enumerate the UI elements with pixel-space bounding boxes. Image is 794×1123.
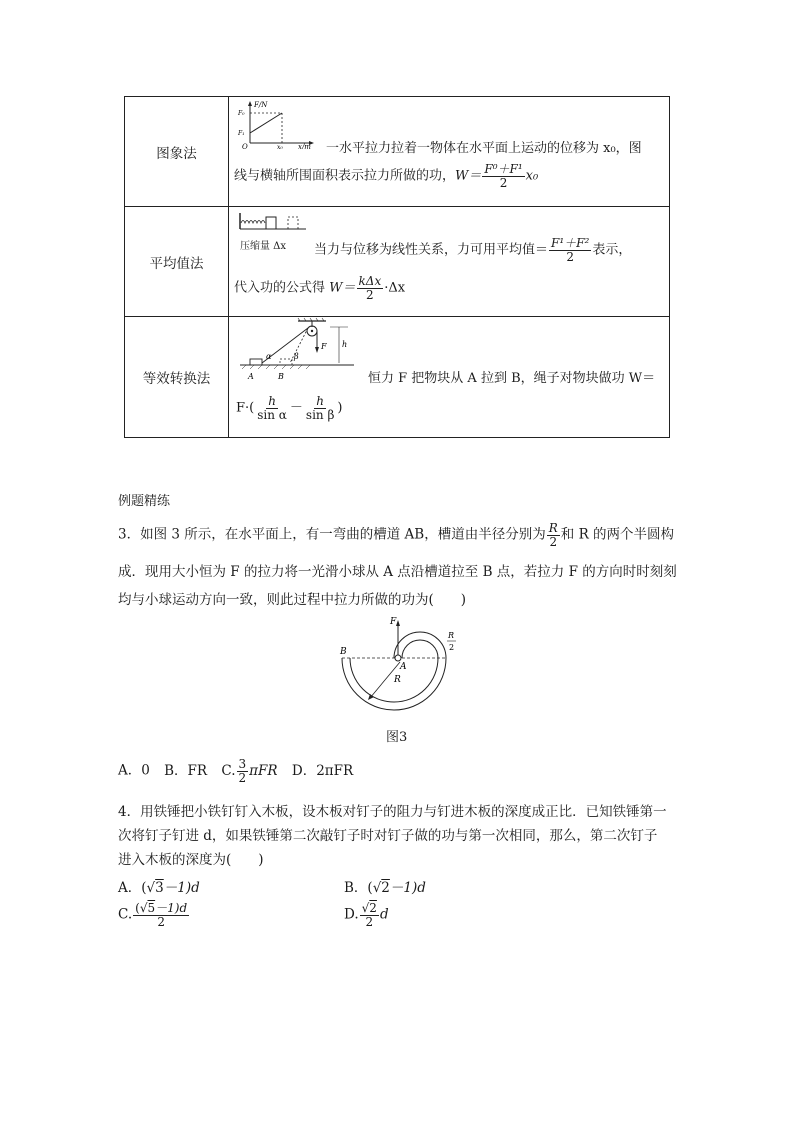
q3-option-c-den: 2 <box>238 770 247 785</box>
q4-option-d-den: 2 <box>365 914 374 929</box>
row2-line1 <box>314 237 631 263</box>
row-label: 平均值法 <box>125 207 229 316</box>
row1-formula-fraction <box>482 163 524 189</box>
q3-frac-den: 2 <box>549 534 558 549</box>
q4-option-a-tail: －1)d <box>163 880 200 896</box>
row2-w-eq: W＝ <box>329 280 356 296</box>
row3-frac1-den: sin α <box>257 407 287 422</box>
q4-option-c-num-tail: －1)d <box>155 901 188 915</box>
row2-w-num: kΔx <box>358 274 382 288</box>
q3-option-c-num: 3 <box>238 757 247 771</box>
diagram-height: h <box>342 340 348 349</box>
q4-option-b-tail: －1)d <box>389 880 426 896</box>
q4-option-b-root: 2 <box>381 880 390 896</box>
q4-option-c-prefix: C. <box>118 906 133 923</box>
row1-line2 <box>234 163 538 189</box>
figure-label-a: A <box>400 662 407 672</box>
q4-option-a-root: 3 <box>155 880 164 896</box>
row1-formula-den: 2 <box>499 175 508 190</box>
row2-average-fraction <box>549 237 591 263</box>
sqrt-symbol: √ <box>146 880 156 896</box>
diagram-beta: β <box>294 352 299 361</box>
row3-line2-prefix: F·( <box>236 400 255 416</box>
row2-w-den: 2 <box>366 287 374 302</box>
row1-line1: 一水平拉力拉着一物体在水平面上运动的位移为 x₀，图 <box>326 141 642 156</box>
q4-option-d-tail: d <box>379 906 389 923</box>
row1-line2-text: 线与横轴所围面积表示拉力所做的功， <box>234 168 456 184</box>
row2-line1-suffix: 表示， <box>592 242 632 258</box>
diagram-point-b: B <box>278 372 284 381</box>
q3-option-c <box>221 757 278 785</box>
row-body <box>230 207 669 316</box>
row2-line1-eq: ＝ <box>535 242 549 258</box>
q4-option-d-prefix: D. <box>344 906 359 923</box>
q4-option-b <box>344 876 426 896</box>
table-row-average-method <box>125 207 669 317</box>
row2-line2 <box>234 275 405 301</box>
row3-line2-suffix: ) <box>337 400 343 416</box>
sqrt-symbol: √ <box>361 901 370 915</box>
q3-options <box>118 758 353 784</box>
q3-half-radius-fraction <box>547 522 560 548</box>
row2-average-den: 2 <box>566 249 574 264</box>
graph-f0-label: F₀ <box>238 110 245 117</box>
row2-w-tail: ·Δx <box>384 280 406 296</box>
q3-option-c-fraction <box>237 758 249 784</box>
q3-option-b-text: B．FR <box>164 762 208 779</box>
q3-option-c-tail: πFR <box>249 762 278 779</box>
figure-label-b: B <box>340 647 347 657</box>
q3-line1-prefix: 3．如图 3 所示，在水平面上，有一弯曲的槽道 AB，槽道由半径分别为 <box>118 526 546 543</box>
row-body <box>230 97 669 206</box>
sqrt-symbol: √ <box>372 880 382 896</box>
method-table <box>124 96 670 438</box>
section-title: 例题精练 <box>118 494 171 509</box>
q4-option-c <box>118 902 190 928</box>
row3-frac2-den: sin β <box>305 407 335 422</box>
table-row-graph-method <box>125 97 669 207</box>
figure-label-half-r-den: 2 <box>449 643 455 652</box>
row-body <box>230 317 669 437</box>
q4-line2: 次将钉子钉进 d，如果铁锤第二次敲钉子时对钉子做的功与第一次相同，那么，第二次钉子 <box>118 828 658 844</box>
q4-option-c-num-prefix: ( <box>135 901 140 915</box>
row1-formula-tail: x₀ <box>525 168 539 184</box>
row3-frac1-num: h <box>268 394 276 408</box>
diagram-force: F <box>321 342 327 351</box>
q4-option-c-fraction <box>133 902 189 928</box>
q3-line1-suffix: 和 R 的两个半圆构 <box>560 526 675 543</box>
diagram-point-a: A <box>248 372 254 381</box>
graph-y-label: F/N <box>254 101 268 109</box>
row2-line2-text: 代入功的公式得 <box>234 280 330 296</box>
graph-origin-label: O <box>242 143 248 149</box>
spring-caption: 压缩量 Δx <box>240 241 287 252</box>
figure-label-half-r-num: R <box>448 631 455 640</box>
q4-option-d-fraction <box>360 902 379 928</box>
q4-option-a <box>118 876 200 896</box>
row2-line1-text: 当力与位移为线性关系，力可用平均值 <box>314 242 536 258</box>
q4-option-c-den: 2 <box>157 914 165 929</box>
row-label: 图象法 <box>125 97 229 206</box>
spring-compression-graph <box>238 211 308 233</box>
graph-x0-label: x₀ <box>277 144 283 149</box>
q3-option-d: D．2πFR <box>291 762 354 779</box>
pulley-rope-diagram <box>236 317 356 385</box>
force-displacement-graph <box>236 99 316 149</box>
row1-formula-lhs: W＝ <box>455 168 482 184</box>
q3-line1 <box>118 522 674 548</box>
q4-option-b-prefix: B．( <box>344 880 373 896</box>
q3-line2: 成．现用大小恒为 F 的拉力将一光滑小球从 A 点沿槽道拉至 B 点，若拉力 F 的方向时时刻刻 <box>118 564 677 580</box>
row3-minus: － <box>289 400 303 416</box>
row3-fraction-beta <box>304 395 336 421</box>
q3-line3: 均与小球运动方向一致，则此过程中拉力所做的功为( ) <box>118 592 467 608</box>
row-label: 等效转换法 <box>125 317 229 437</box>
row3-line1: 恒力 F 把物块从 A 拉到 B，绳子对物块做功 W＝ <box>368 371 656 386</box>
q4-option-c-num-root: 5 <box>147 901 156 915</box>
row3-fraction-alpha <box>255 395 289 421</box>
row1-formula-num: F⁰＋F¹ <box>484 162 523 176</box>
q4-line3: 进入木板的深度为( ) <box>118 852 264 868</box>
row3-frac2-num: h <box>316 394 325 408</box>
graph-x-label: x/m <box>298 143 311 149</box>
figure-label-f: F <box>390 617 397 627</box>
figure-caption: 图3 <box>386 730 408 745</box>
q4-option-d <box>344 902 389 928</box>
diagram-alpha: α <box>266 352 272 361</box>
sqrt-symbol: √ <box>139 901 148 915</box>
q3-option-b <box>164 763 207 779</box>
row3-line2 <box>236 395 342 421</box>
table-row-equivalent-method <box>125 317 669 437</box>
figure-label-r: R <box>394 675 401 685</box>
q3-frac-num: R <box>548 521 558 535</box>
row2-average-num: F¹＋F² <box>551 236 590 250</box>
q3-option-c-prefix: C. <box>221 762 236 779</box>
q4-option-a-prefix: A．( <box>118 880 147 896</box>
q4-line1: 4．用铁锤把小铁钉钉入木板，设木板对钉子的阻力与钉进木板的深度成正比．已知铁锤第一 <box>118 804 667 820</box>
q3-option-a: A．0 <box>118 762 150 779</box>
groove-figure <box>334 612 470 720</box>
q4-option-d-num-root: 2 <box>369 901 377 915</box>
graph-f1-label: F₁ <box>238 130 245 137</box>
row2-w-fraction <box>357 275 384 301</box>
